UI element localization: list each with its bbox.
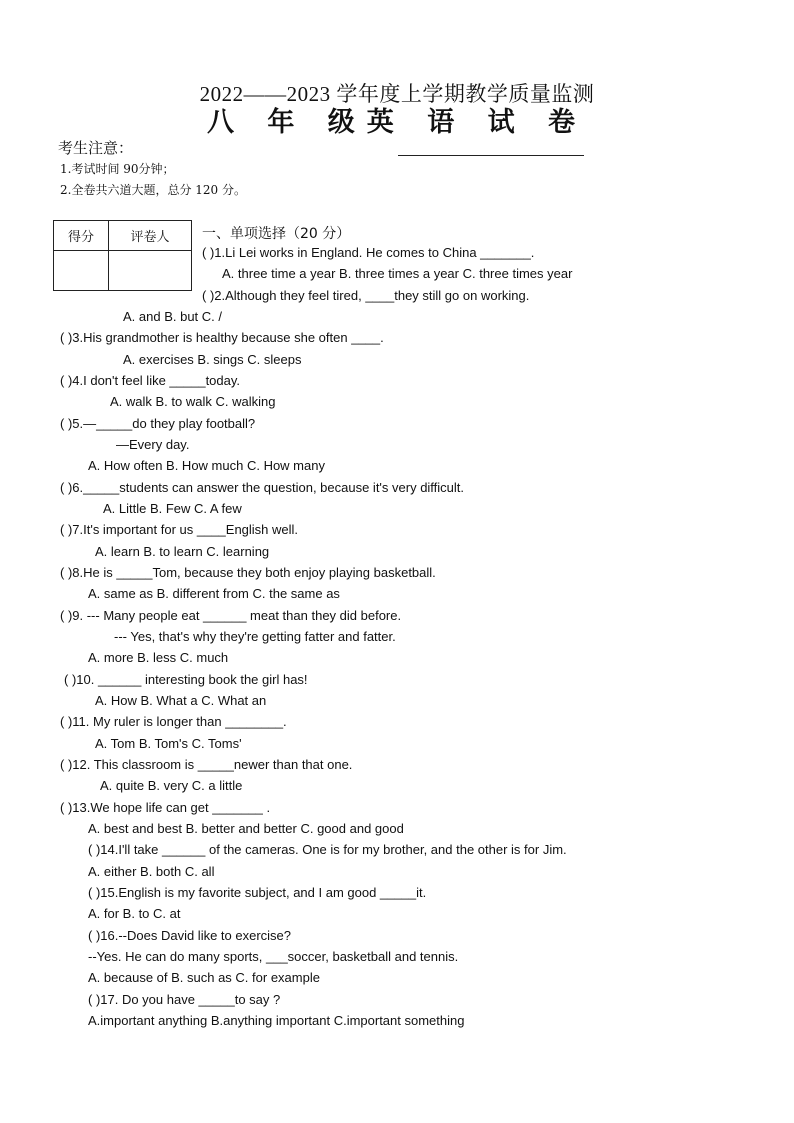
options-line: A. How often B. How much C. How many <box>88 458 325 473</box>
options-line: A.important anything B.anything important C.important something <box>88 1013 465 1028</box>
answer-line: —Every day. <box>116 437 190 452</box>
exam-subject-title: 八 年 级英 语 试 卷 <box>207 107 587 138</box>
score-cell <box>54 251 109 291</box>
question-line: ( )4.I don't feel like _____today. <box>60 373 241 388</box>
notes-title: 考生注意： <box>58 139 134 157</box>
options-line: A. How B. What a C. What an <box>95 693 267 708</box>
question-line: ( )3.His grandmother is healthy because she often ____. <box>60 330 384 345</box>
note-item: 1.考试时间 90分钟； <box>60 162 175 176</box>
question-line: ( )10. ______ interesting book the girl has! <box>64 672 308 687</box>
options-line: A. learn B. to learn C. learning <box>95 544 270 559</box>
score-table <box>53 220 192 291</box>
question-line: ( )14.I'll take ______ of the cameras. One is for my brother, and the other is for Jim. <box>88 842 567 857</box>
question-line: ( )12. This classroom is _____newer than that one. <box>60 757 353 772</box>
options-line: A. more B. less C. much <box>88 650 229 665</box>
options-line: A. for B. to C. at <box>88 906 181 921</box>
question-line: ( )6._____students can answer the question, because it's very difficult. <box>60 480 465 495</box>
exam-year-title: 2022——2023 学年度上学期教学质量监测 <box>199 82 595 106</box>
question-line: ( )16.--Does David like to exercise? <box>88 928 292 943</box>
options-line: A. because of B. such as C. for example <box>88 970 320 985</box>
score-header: 得分 <box>54 221 109 251</box>
answer-line: --- Yes, that's why they're getting fatter and fatter. <box>114 629 396 644</box>
options-line: A. Little B. Few C. A few <box>103 501 242 516</box>
question-line: ( )15.English is my favorite subject, and I am good _____it. <box>88 885 427 900</box>
options-line: A. three time a year B. three times a year C. three times year <box>222 266 573 281</box>
options-line: A. walk B. to walk C. walking <box>110 394 276 409</box>
options-line: A. quite B. very C. a little <box>100 778 243 793</box>
answer-line: --Yes. He can do many sports, ___soccer, basketball and tennis. <box>88 949 459 964</box>
question-line: ( )1.Li Lei works in England. He comes to China _______. <box>202 245 535 260</box>
grader-header: 评卷人 <box>109 221 192 251</box>
note-item: 2.全卷共六道大题，总分 120 分。 <box>60 183 246 197</box>
question-line: ( )8.He is _____Tom, because they both enjoy playing basketball. <box>60 565 436 580</box>
grader-cell <box>109 251 192 291</box>
options-line: A. either B. both C. all <box>88 864 215 879</box>
question-line: ( )13.We hope life can get _______ . <box>60 800 271 815</box>
question-line: ( )2.Although they feel tired, ____they still go on working. <box>202 288 530 303</box>
name-fill-line <box>398 155 584 156</box>
question-line: ( )11. My ruler is longer than ________. <box>60 714 287 729</box>
options-line: A. same as B. different from C. the same as <box>88 586 340 601</box>
options-line: A. and B. but C. / <box>123 309 222 324</box>
question-line: ( )5.—_____do they play football? <box>60 416 256 431</box>
question-line: ( )9. --- Many people eat ______ meat than they did before. <box>60 608 402 623</box>
options-line: A. Tom B. Tom's C. Toms' <box>95 736 242 751</box>
options-line: A. best and best B. better and better C. good and good <box>88 821 404 836</box>
question-line: ( )7.It's important for us ____English well. <box>60 522 299 537</box>
section-title: 一、单项选择（20 分） <box>202 226 351 242</box>
question-line: ( )17. Do you have _____to say ? <box>88 992 281 1007</box>
options-line: A. exercises B. sings C. sleeps <box>123 352 302 367</box>
